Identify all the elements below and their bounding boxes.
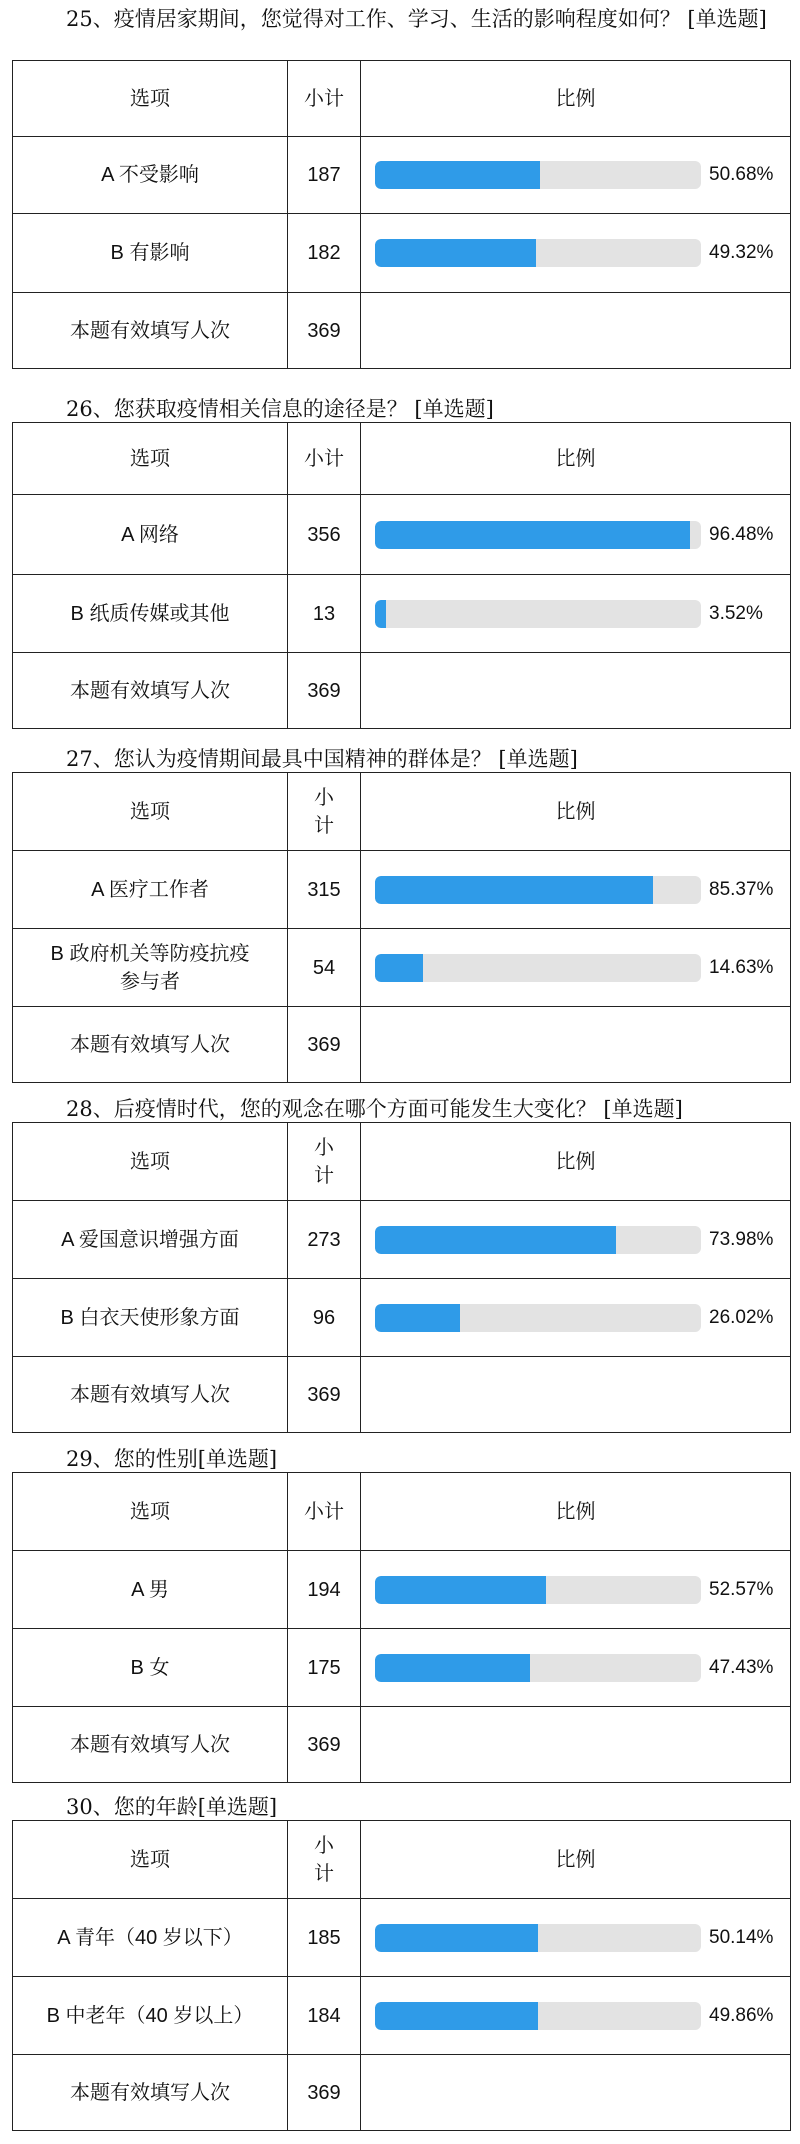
progress-bar bbox=[375, 1226, 705, 1254]
option-percent: 52.57% bbox=[709, 1578, 774, 1600]
option-label: A 网络 bbox=[13, 495, 288, 575]
progress-bar bbox=[375, 876, 705, 904]
total-label: 本题有效填写人次 bbox=[13, 653, 288, 729]
question-title: 26、您获取疫情相关信息的途径是？ [单选题] bbox=[66, 397, 494, 421]
table-row bbox=[13, 214, 791, 293]
option-ratio-cell bbox=[361, 137, 791, 214]
total-row bbox=[13, 1007, 791, 1083]
option-ratio-cell bbox=[361, 1551, 791, 1629]
header-option: 选项 bbox=[13, 1473, 288, 1551]
progress-bar bbox=[375, 1304, 705, 1332]
table-row bbox=[13, 495, 791, 575]
total-count: 369 bbox=[288, 653, 361, 729]
table-header-row bbox=[13, 1123, 791, 1201]
total-count: 369 bbox=[288, 1707, 361, 1783]
option-percent: 50.14% bbox=[709, 1926, 774, 1948]
total-count: 369 bbox=[288, 293, 361, 369]
option-percent: 96.48% bbox=[709, 523, 774, 545]
option-label: B 有影响 bbox=[13, 214, 288, 293]
total-ratio-blank bbox=[361, 293, 791, 369]
question-title: 29、您的性别[单选题] bbox=[66, 1447, 278, 1471]
option-count: 182 bbox=[288, 214, 361, 293]
progress-bar bbox=[375, 954, 705, 982]
total-row bbox=[13, 1357, 791, 1433]
progress-bar-track bbox=[375, 521, 701, 549]
option-count: 194 bbox=[288, 1551, 361, 1629]
table-row bbox=[13, 137, 791, 214]
header-option: 选项 bbox=[13, 61, 288, 137]
progress-bar-fill bbox=[375, 239, 536, 267]
question-title: 28、后疫情时代，您的观念在哪个方面可能发生大变化？ [单选题] bbox=[66, 1097, 683, 1121]
header-ratio: 比例 bbox=[361, 423, 791, 495]
option-count: 54 bbox=[288, 929, 361, 1007]
header-count: 小 计 bbox=[288, 1123, 361, 1201]
option-label: A 青年（40 岁以下） bbox=[13, 1899, 288, 1977]
progress-bar-fill bbox=[375, 1226, 616, 1254]
option-percent: 26.02% bbox=[709, 1306, 774, 1328]
progress-bar-track bbox=[375, 239, 701, 267]
total-count: 369 bbox=[288, 1357, 361, 1433]
progress-bar-track bbox=[375, 1924, 701, 1952]
progress-bar-fill bbox=[375, 876, 653, 904]
progress-bar-track bbox=[375, 1304, 701, 1332]
option-percent: 73.98% bbox=[709, 1228, 774, 1250]
table-header-row bbox=[13, 61, 791, 137]
option-ratio-cell bbox=[361, 1977, 791, 2055]
header-ratio: 比例 bbox=[361, 61, 791, 137]
header-count: 小计 bbox=[288, 1473, 361, 1551]
progress-bar-fill bbox=[375, 1304, 460, 1332]
total-ratio-blank bbox=[361, 1007, 791, 1083]
option-label: B 女 bbox=[13, 1629, 288, 1707]
result-table bbox=[12, 1820, 791, 2131]
option-ratio-cell bbox=[361, 1279, 791, 1357]
header-ratio: 比例 bbox=[361, 1123, 791, 1201]
table-header-row bbox=[13, 1473, 791, 1551]
option-label: A 不受影响 bbox=[13, 137, 288, 214]
table-row bbox=[13, 1629, 791, 1707]
table-row bbox=[13, 929, 791, 1007]
progress-bar bbox=[375, 521, 705, 549]
option-ratio-cell bbox=[361, 1201, 791, 1279]
progress-bar-track bbox=[375, 161, 701, 189]
progress-bar bbox=[375, 161, 705, 189]
progress-bar-fill bbox=[375, 600, 386, 628]
total-label: 本题有效填写人次 bbox=[13, 1357, 288, 1433]
total-count: 369 bbox=[288, 1007, 361, 1083]
header-option: 选项 bbox=[13, 1821, 288, 1899]
progress-bar-fill bbox=[375, 2002, 538, 2030]
option-percent: 50.68% bbox=[709, 164, 774, 185]
header-option: 选项 bbox=[13, 1123, 288, 1201]
option-count: 175 bbox=[288, 1629, 361, 1707]
table-header-row bbox=[13, 773, 791, 851]
table-row bbox=[13, 1899, 791, 1977]
header-ratio: 比例 bbox=[361, 773, 791, 851]
progress-bar-track bbox=[375, 600, 701, 628]
progress-bar-fill bbox=[375, 1924, 538, 1952]
option-percent: 49.32% bbox=[709, 242, 774, 263]
progress-bar bbox=[375, 239, 705, 267]
result-table bbox=[12, 60, 791, 369]
option-percent: 47.43% bbox=[709, 1656, 774, 1678]
table-header-row bbox=[13, 423, 791, 495]
option-count: 356 bbox=[288, 495, 361, 575]
total-ratio-blank bbox=[361, 653, 791, 729]
option-label: B 中老年（40 岁以上） bbox=[13, 1977, 288, 2055]
option-percent: 85.37% bbox=[709, 878, 774, 900]
option-label: B 纸质传媒或其他 bbox=[13, 575, 288, 653]
result-table bbox=[12, 1122, 791, 1433]
header-ratio: 比例 bbox=[361, 1473, 791, 1551]
total-ratio-blank bbox=[361, 2055, 791, 2131]
total-row bbox=[13, 293, 791, 369]
progress-bar-fill bbox=[375, 1576, 546, 1604]
option-label: A 医疗工作者 bbox=[13, 851, 288, 929]
header-option: 选项 bbox=[13, 773, 288, 851]
option-ratio-cell bbox=[361, 214, 791, 293]
total-ratio-blank bbox=[361, 1707, 791, 1783]
header-count: 小 计 bbox=[288, 1821, 361, 1899]
header-count: 小计 bbox=[288, 61, 361, 137]
result-table bbox=[12, 422, 791, 729]
table-header-row bbox=[13, 1821, 791, 1899]
progress-bar bbox=[375, 600, 705, 628]
question-title: 27、您认为疫情期间最具中国精神的群体是？ [单选题] bbox=[66, 747, 578, 771]
option-ratio-cell bbox=[361, 495, 791, 575]
table-row bbox=[13, 575, 791, 653]
total-ratio-blank bbox=[361, 1357, 791, 1433]
option-count: 184 bbox=[288, 1977, 361, 2055]
option-label: B 白衣天使形象方面 bbox=[13, 1279, 288, 1357]
table-row bbox=[13, 851, 791, 929]
progress-bar bbox=[375, 1924, 705, 1952]
option-ratio-cell bbox=[361, 575, 791, 653]
progress-bar-track bbox=[375, 2002, 701, 2030]
progress-bar-track bbox=[375, 954, 701, 982]
option-label: B 政府机关等防疫抗疫 参与者 bbox=[13, 929, 288, 1007]
progress-bar-track bbox=[375, 876, 701, 904]
progress-bar bbox=[375, 1576, 705, 1604]
table-row bbox=[13, 1279, 791, 1357]
progress-bar-fill bbox=[375, 161, 540, 189]
question-title: 25、疫情居家期间，您觉得对工作、学习、生活的影响程度如何？ [单选题] bbox=[66, 7, 767, 31]
header-ratio: 比例 bbox=[361, 1821, 791, 1899]
header-count: 小 计 bbox=[288, 773, 361, 851]
total-row bbox=[13, 2055, 791, 2131]
total-label: 本题有效填写人次 bbox=[13, 293, 288, 369]
result-table bbox=[12, 772, 791, 1083]
option-percent: 49.86% bbox=[709, 2004, 774, 2026]
total-row bbox=[13, 1707, 791, 1783]
table-row bbox=[13, 1201, 791, 1279]
progress-bar bbox=[375, 2002, 705, 2030]
question-title: 30、您的年龄[单选题] bbox=[66, 1795, 278, 1819]
total-count: 369 bbox=[288, 2055, 361, 2131]
option-ratio-cell bbox=[361, 1899, 791, 1977]
option-count: 315 bbox=[288, 851, 361, 929]
total-label: 本题有效填写人次 bbox=[13, 2055, 288, 2131]
option-label: A 男 bbox=[13, 1551, 288, 1629]
option-count: 13 bbox=[288, 575, 361, 653]
option-count: 273 bbox=[288, 1201, 361, 1279]
progress-bar-fill bbox=[375, 521, 690, 549]
option-label: A 爱国意识增强方面 bbox=[13, 1201, 288, 1279]
table-row bbox=[13, 1551, 791, 1629]
progress-bar bbox=[375, 1654, 705, 1682]
total-label: 本题有效填写人次 bbox=[13, 1707, 288, 1783]
total-label: 本题有效填写人次 bbox=[13, 1007, 288, 1083]
total-row bbox=[13, 653, 791, 729]
progress-bar-track bbox=[375, 1654, 701, 1682]
header-count: 小计 bbox=[288, 423, 361, 495]
option-ratio-cell bbox=[361, 851, 791, 929]
progress-bar-track bbox=[375, 1226, 701, 1254]
table-row bbox=[13, 1977, 791, 2055]
progress-bar-track bbox=[375, 1576, 701, 1604]
progress-bar-fill bbox=[375, 954, 423, 982]
option-ratio-cell bbox=[361, 1629, 791, 1707]
option-percent: 3.52% bbox=[709, 602, 763, 624]
option-percent: 14.63% bbox=[709, 956, 774, 978]
option-count: 185 bbox=[288, 1899, 361, 1977]
progress-bar-fill bbox=[375, 1654, 530, 1682]
option-count: 187 bbox=[288, 137, 361, 214]
option-ratio-cell bbox=[361, 929, 791, 1007]
option-count: 96 bbox=[288, 1279, 361, 1357]
header-option: 选项 bbox=[13, 423, 288, 495]
result-table bbox=[12, 1472, 791, 1783]
